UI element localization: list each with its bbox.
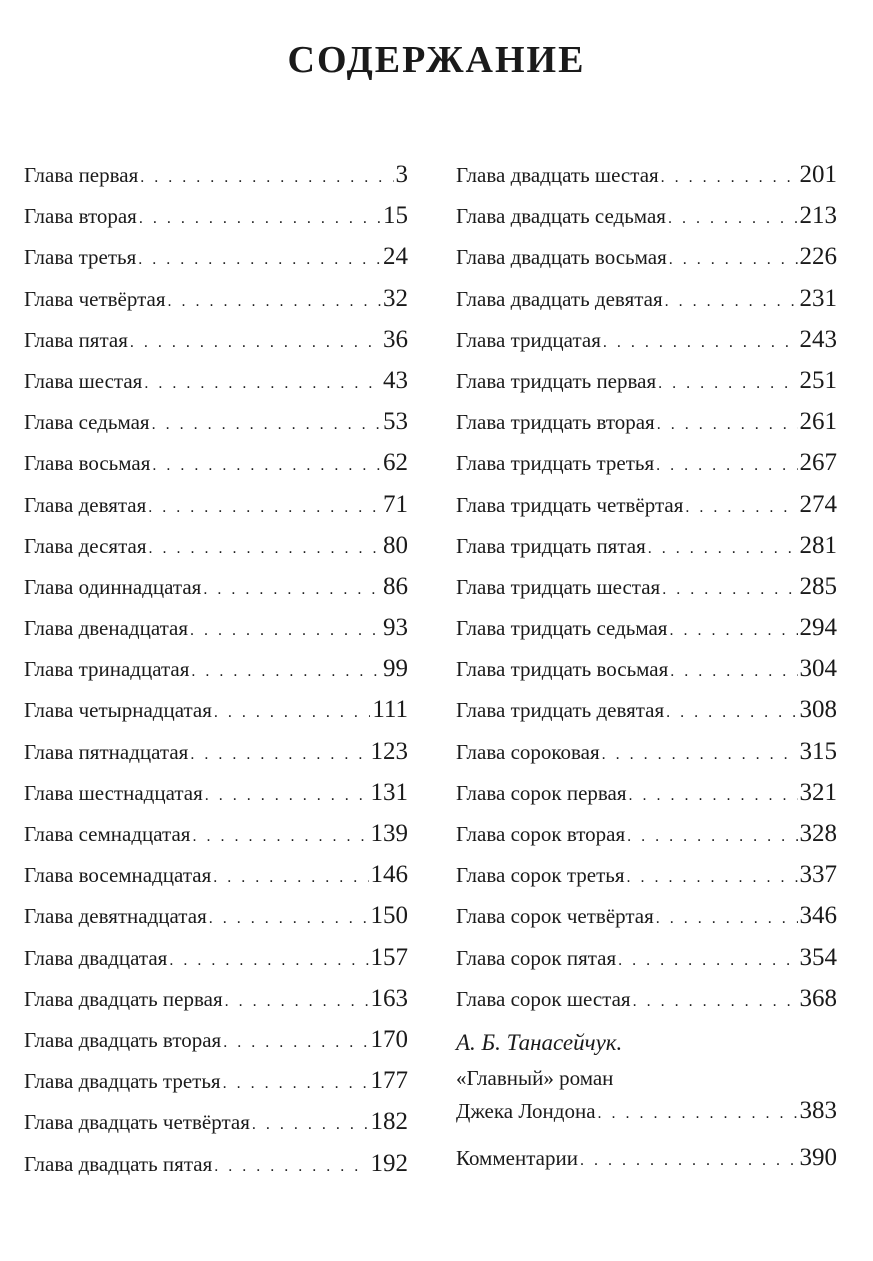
toc-entry[interactable]: [24, 319, 408, 360]
toc-entry-afterword[interactable]: [456, 1092, 837, 1133]
dot-leader: [656, 898, 798, 939]
toc-entry[interactable]: [24, 566, 408, 607]
toc-entry-page: 62: [383, 449, 408, 477]
toc-entry-page: 182: [370, 1108, 408, 1136]
toc-entry[interactable]: [24, 1060, 408, 1101]
toc-entry-label: Глава двадцать седьмая: [456, 204, 666, 229]
toc-entry-label: Глава четвёртая: [24, 286, 166, 311]
toc-entry-label: Глава сорок четвёртая: [456, 904, 654, 929]
toc-entry[interactable]: [456, 401, 837, 442]
toc-entry[interactable]: [24, 154, 408, 195]
toc-entry-label: Глава двадцать пятая: [24, 1151, 213, 1176]
dot-leader: [685, 487, 797, 528]
dot-leader: [662, 569, 797, 610]
toc-entry[interactable]: [456, 937, 837, 978]
toc-entry[interactable]: [456, 689, 837, 730]
toc-column-left: [24, 154, 408, 1184]
toc-entry[interactable]: [24, 648, 408, 689]
toc-entry-label: Глава десятая: [24, 533, 147, 558]
dot-leader: [169, 940, 368, 981]
toc-entry-page: 86: [383, 572, 408, 600]
toc-entry-page: 177: [370, 1067, 408, 1095]
toc-entry-label: Глава тринадцатая: [24, 657, 190, 682]
toc-entry-page: 304: [799, 655, 837, 683]
afterword-author: А. Б. Танасейчук.: [456, 1030, 623, 1055]
toc-entry-label: Глава двадцатая: [24, 945, 168, 970]
toc-entry-page: 131: [370, 778, 408, 806]
toc-entry-page: 294: [799, 614, 837, 642]
toc-entry[interactable]: [456, 772, 837, 813]
toc-entry-page: 150: [370, 902, 408, 930]
dot-leader: [205, 775, 369, 816]
toc-entry-label: Глава первая: [24, 163, 139, 187]
toc-entry-label: Глава тридцать шестая: [456, 574, 661, 599]
afterword-title-line1: «Главный» роман: [456, 1066, 614, 1090]
dot-leader: [657, 404, 798, 445]
dot-leader: [209, 898, 369, 939]
dot-leader: [665, 281, 798, 322]
toc-entry-page: 321: [799, 778, 837, 806]
toc-entry-label: Джека Лондона: [456, 1099, 596, 1123]
dot-leader: [213, 857, 368, 898]
toc-column-right: [456, 154, 837, 1019]
toc-entry-label: Глава двадцать шестая: [456, 163, 659, 187]
dot-leader: [661, 157, 798, 198]
toc-entry-page: 192: [370, 1149, 408, 1177]
dot-leader: [214, 692, 370, 733]
toc-entry-label: Глава двадцать девятая: [456, 286, 663, 311]
dot-leader: [656, 445, 797, 486]
toc-entry-label: Глава шестая: [24, 368, 143, 393]
dot-leader: [225, 981, 369, 1022]
toc-entry-label: Глава сороковая: [456, 739, 600, 764]
dot-leader: [627, 857, 798, 898]
toc-entry[interactable]: [24, 772, 408, 813]
toc-entry-label: Глава сорок третья: [456, 863, 625, 888]
toc-entry-page: 328: [799, 820, 837, 847]
toc-entry-label: Глава сорок первая: [456, 780, 627, 805]
toc-entry-page: 163: [370, 984, 408, 1012]
dot-leader: [203, 569, 381, 610]
toc-entry-page: 281: [799, 531, 837, 559]
toc-entry[interactable]: [24, 1019, 408, 1060]
toc-entry-comments[interactable]: [456, 1136, 837, 1183]
dot-leader: [633, 981, 798, 1022]
toc-entry[interactable]: [456, 895, 837, 936]
toc-entry-label: Глава двенадцатая: [24, 616, 189, 641]
toc-entry[interactable]: [24, 236, 408, 277]
toc-entry[interactable]: [24, 360, 408, 401]
toc-entry-page: 3: [395, 161, 408, 188]
toc-entry-label: Глава сорок пятая: [456, 945, 617, 970]
toc-entry-page: 32: [383, 284, 408, 312]
toc-entry[interactable]: [24, 1143, 408, 1184]
toc-entry[interactable]: [456, 319, 837, 360]
dot-leader: [191, 651, 381, 692]
toc-entry-page: 24: [383, 243, 408, 271]
dot-leader: [190, 734, 368, 775]
toc-entry[interactable]: [24, 854, 408, 895]
dot-leader: [598, 1095, 798, 1133]
toc-entry-label: Глава тридцать пятая: [456, 533, 646, 558]
toc-entry-label: Глава тридцать девятая: [456, 698, 665, 723]
toc-entry-page: 80: [383, 531, 408, 559]
toc-entry-label: Глава шестнадцатая: [24, 780, 203, 805]
toc-entry-page: 274: [799, 490, 837, 518]
toc-entry-page: 383: [799, 1097, 837, 1124]
dot-leader: [658, 363, 797, 404]
dot-leader: [192, 816, 368, 857]
toc-entry-page: 390: [799, 1144, 837, 1171]
toc-entry-label: Глава тридцать седьмая: [456, 616, 668, 641]
toc-entry[interactable]: [24, 484, 408, 525]
dot-leader: [152, 445, 381, 486]
toc-entry[interactable]: [456, 360, 837, 401]
toc-entry-page: 346: [799, 902, 837, 930]
toc-entry-page: 243: [799, 325, 837, 353]
toc-entry-page: 226: [799, 243, 837, 271]
toc-entry-label: Глава тридцать первая: [456, 368, 657, 393]
toc-entry-page: 285: [799, 572, 837, 600]
toc-entry-label: Глава сорок вторая: [456, 822, 626, 846]
dot-leader: [144, 363, 381, 404]
toc-entry-page: 146: [370, 861, 408, 889]
toc-entry[interactable]: [24, 401, 408, 442]
toc-entry-label: Глава четырнадцатая: [24, 698, 212, 723]
toc-entry-page: 157: [370, 943, 408, 971]
dot-leader: [670, 651, 797, 692]
dot-leader: [168, 281, 381, 322]
toc-entry-label: Глава третья: [24, 245, 137, 270]
toc-entry-label: Глава вторая: [24, 204, 137, 229]
dot-leader: [627, 816, 797, 857]
toc-entry[interactable]: [24, 813, 408, 854]
toc-entry[interactable]: [456, 566, 837, 607]
dot-leader: [214, 1146, 368, 1187]
dot-leader: [668, 198, 798, 239]
toc-entry-label: Комментарии: [456, 1146, 578, 1170]
dot-leader: [148, 487, 381, 528]
toc-entry[interactable]: [456, 484, 837, 525]
toc-entry-page: 36: [383, 325, 408, 353]
toc-entry[interactable]: [456, 525, 837, 566]
toc-entry[interactable]: [456, 731, 837, 772]
toc-entry-label: Глава сорок шестая: [456, 986, 631, 1011]
toc-entry-label: Глава восемнадцатая: [24, 863, 212, 888]
toc-entry-label: Глава двадцать восьмая: [456, 245, 667, 270]
toc-entry-label: Глава тридцатая: [456, 327, 601, 352]
dot-leader: [149, 528, 382, 569]
toc-entry-label: Глава девятнадцатая: [24, 904, 207, 929]
dot-leader: [603, 322, 798, 363]
toc-entry-page: 111: [372, 696, 408, 724]
dot-leader: [648, 528, 798, 569]
page-title: СОДЕРЖАНИЕ: [287, 39, 586, 81]
toc-entry-page: 231: [799, 284, 837, 312]
toc-entry-page: 201: [799, 161, 837, 188]
toc-entry-label: Глава девятая: [24, 492, 147, 517]
toc-entry[interactable]: [24, 442, 408, 483]
toc-entry[interactable]: [456, 813, 837, 854]
toc-entry-label: Глава пятая: [24, 327, 128, 352]
dot-leader: [139, 198, 381, 239]
toc-entry-page: 251: [799, 366, 837, 394]
toc-entry-page: 213: [799, 202, 837, 230]
toc-entry-label: Глава тридцать третья: [456, 451, 655, 476]
dot-leader: [666, 692, 797, 733]
toc-entry-label: Глава седьмая: [24, 410, 150, 435]
dot-leader: [152, 404, 381, 445]
dot-leader: [669, 239, 798, 280]
toc-entry[interactable]: [456, 978, 837, 1019]
toc-entry[interactable]: [24, 1101, 408, 1142]
dot-leader: [602, 734, 798, 775]
toc-entry-label: Глава двадцать четвёртая: [24, 1110, 250, 1135]
toc-entry-label: Глава одиннадцатая: [24, 574, 202, 599]
dot-leader: [669, 610, 797, 651]
toc-entry[interactable]: [24, 525, 408, 566]
toc-entry[interactable]: [24, 195, 408, 236]
dot-leader: [618, 940, 797, 981]
toc-entry-label: Глава восьмая: [24, 451, 151, 476]
toc-entry[interactable]: [24, 689, 408, 730]
toc-entry[interactable]: [456, 854, 837, 895]
toc-entry[interactable]: [24, 937, 408, 978]
toc-entry-label: Глава семнадцатая: [24, 822, 191, 846]
toc-entry-label: Глава тридцать вторая: [456, 410, 655, 435]
toc-entry[interactable]: [456, 236, 837, 277]
toc-entry-page: 267: [799, 449, 837, 477]
toc-entry[interactable]: [456, 648, 837, 689]
toc-entry-page: 368: [799, 984, 837, 1012]
toc-entry-page: 337: [799, 861, 837, 889]
toc-entry-label: Глава двадцать первая: [24, 986, 223, 1011]
toc-entry-label: Глава тридцать четвёртая: [456, 492, 684, 517]
toc-entry-page: 43: [383, 366, 408, 394]
toc-entry[interactable]: [456, 607, 837, 648]
dot-leader: [140, 157, 393, 198]
toc-entry-page: 261: [799, 408, 837, 436]
dot-leader: [252, 1104, 369, 1145]
dot-leader: [130, 322, 381, 363]
toc-entry-page: 93: [383, 614, 408, 642]
toc-entry-page: 315: [799, 737, 837, 765]
toc-entry[interactable]: [456, 195, 837, 236]
toc-entry-page: 354: [799, 943, 837, 971]
toc-entry-label: Глава двадцать третья: [24, 1069, 221, 1094]
toc-entry-page: 53: [383, 408, 408, 436]
toc-entry[interactable]: [24, 978, 408, 1019]
toc-entry-label: Глава тридцать восьмая: [456, 657, 669, 682]
toc-entry-label: Глава пятнадцатая: [24, 739, 189, 764]
toc-entry-page: 71: [383, 490, 408, 518]
toc-entry-page: 123: [370, 737, 408, 765]
dot-leader: [629, 775, 798, 816]
toc-entry[interactable]: [24, 731, 408, 772]
dot-leader: [190, 610, 381, 651]
dot-leader: [580, 1139, 798, 1183]
toc-entry-page: 15: [383, 202, 408, 230]
toc-entry[interactable]: [456, 442, 837, 483]
toc-entry-page: 308: [799, 696, 837, 724]
toc-entry[interactable]: [456, 278, 837, 319]
toc-entry[interactable]: [24, 895, 408, 936]
toc-entry[interactable]: [456, 154, 837, 195]
toc-entry-label: Глава двадцать вторая: [24, 1027, 222, 1052]
toc-entry[interactable]: [24, 278, 408, 319]
toc-entry-page: 99: [383, 655, 408, 683]
dot-leader: [223, 1022, 368, 1063]
toc-entry-page: 170: [370, 1025, 408, 1053]
dot-leader: [138, 239, 381, 280]
toc-entry[interactable]: [24, 607, 408, 648]
toc-entry-page: 139: [370, 820, 408, 847]
dot-leader: [223, 1063, 369, 1104]
